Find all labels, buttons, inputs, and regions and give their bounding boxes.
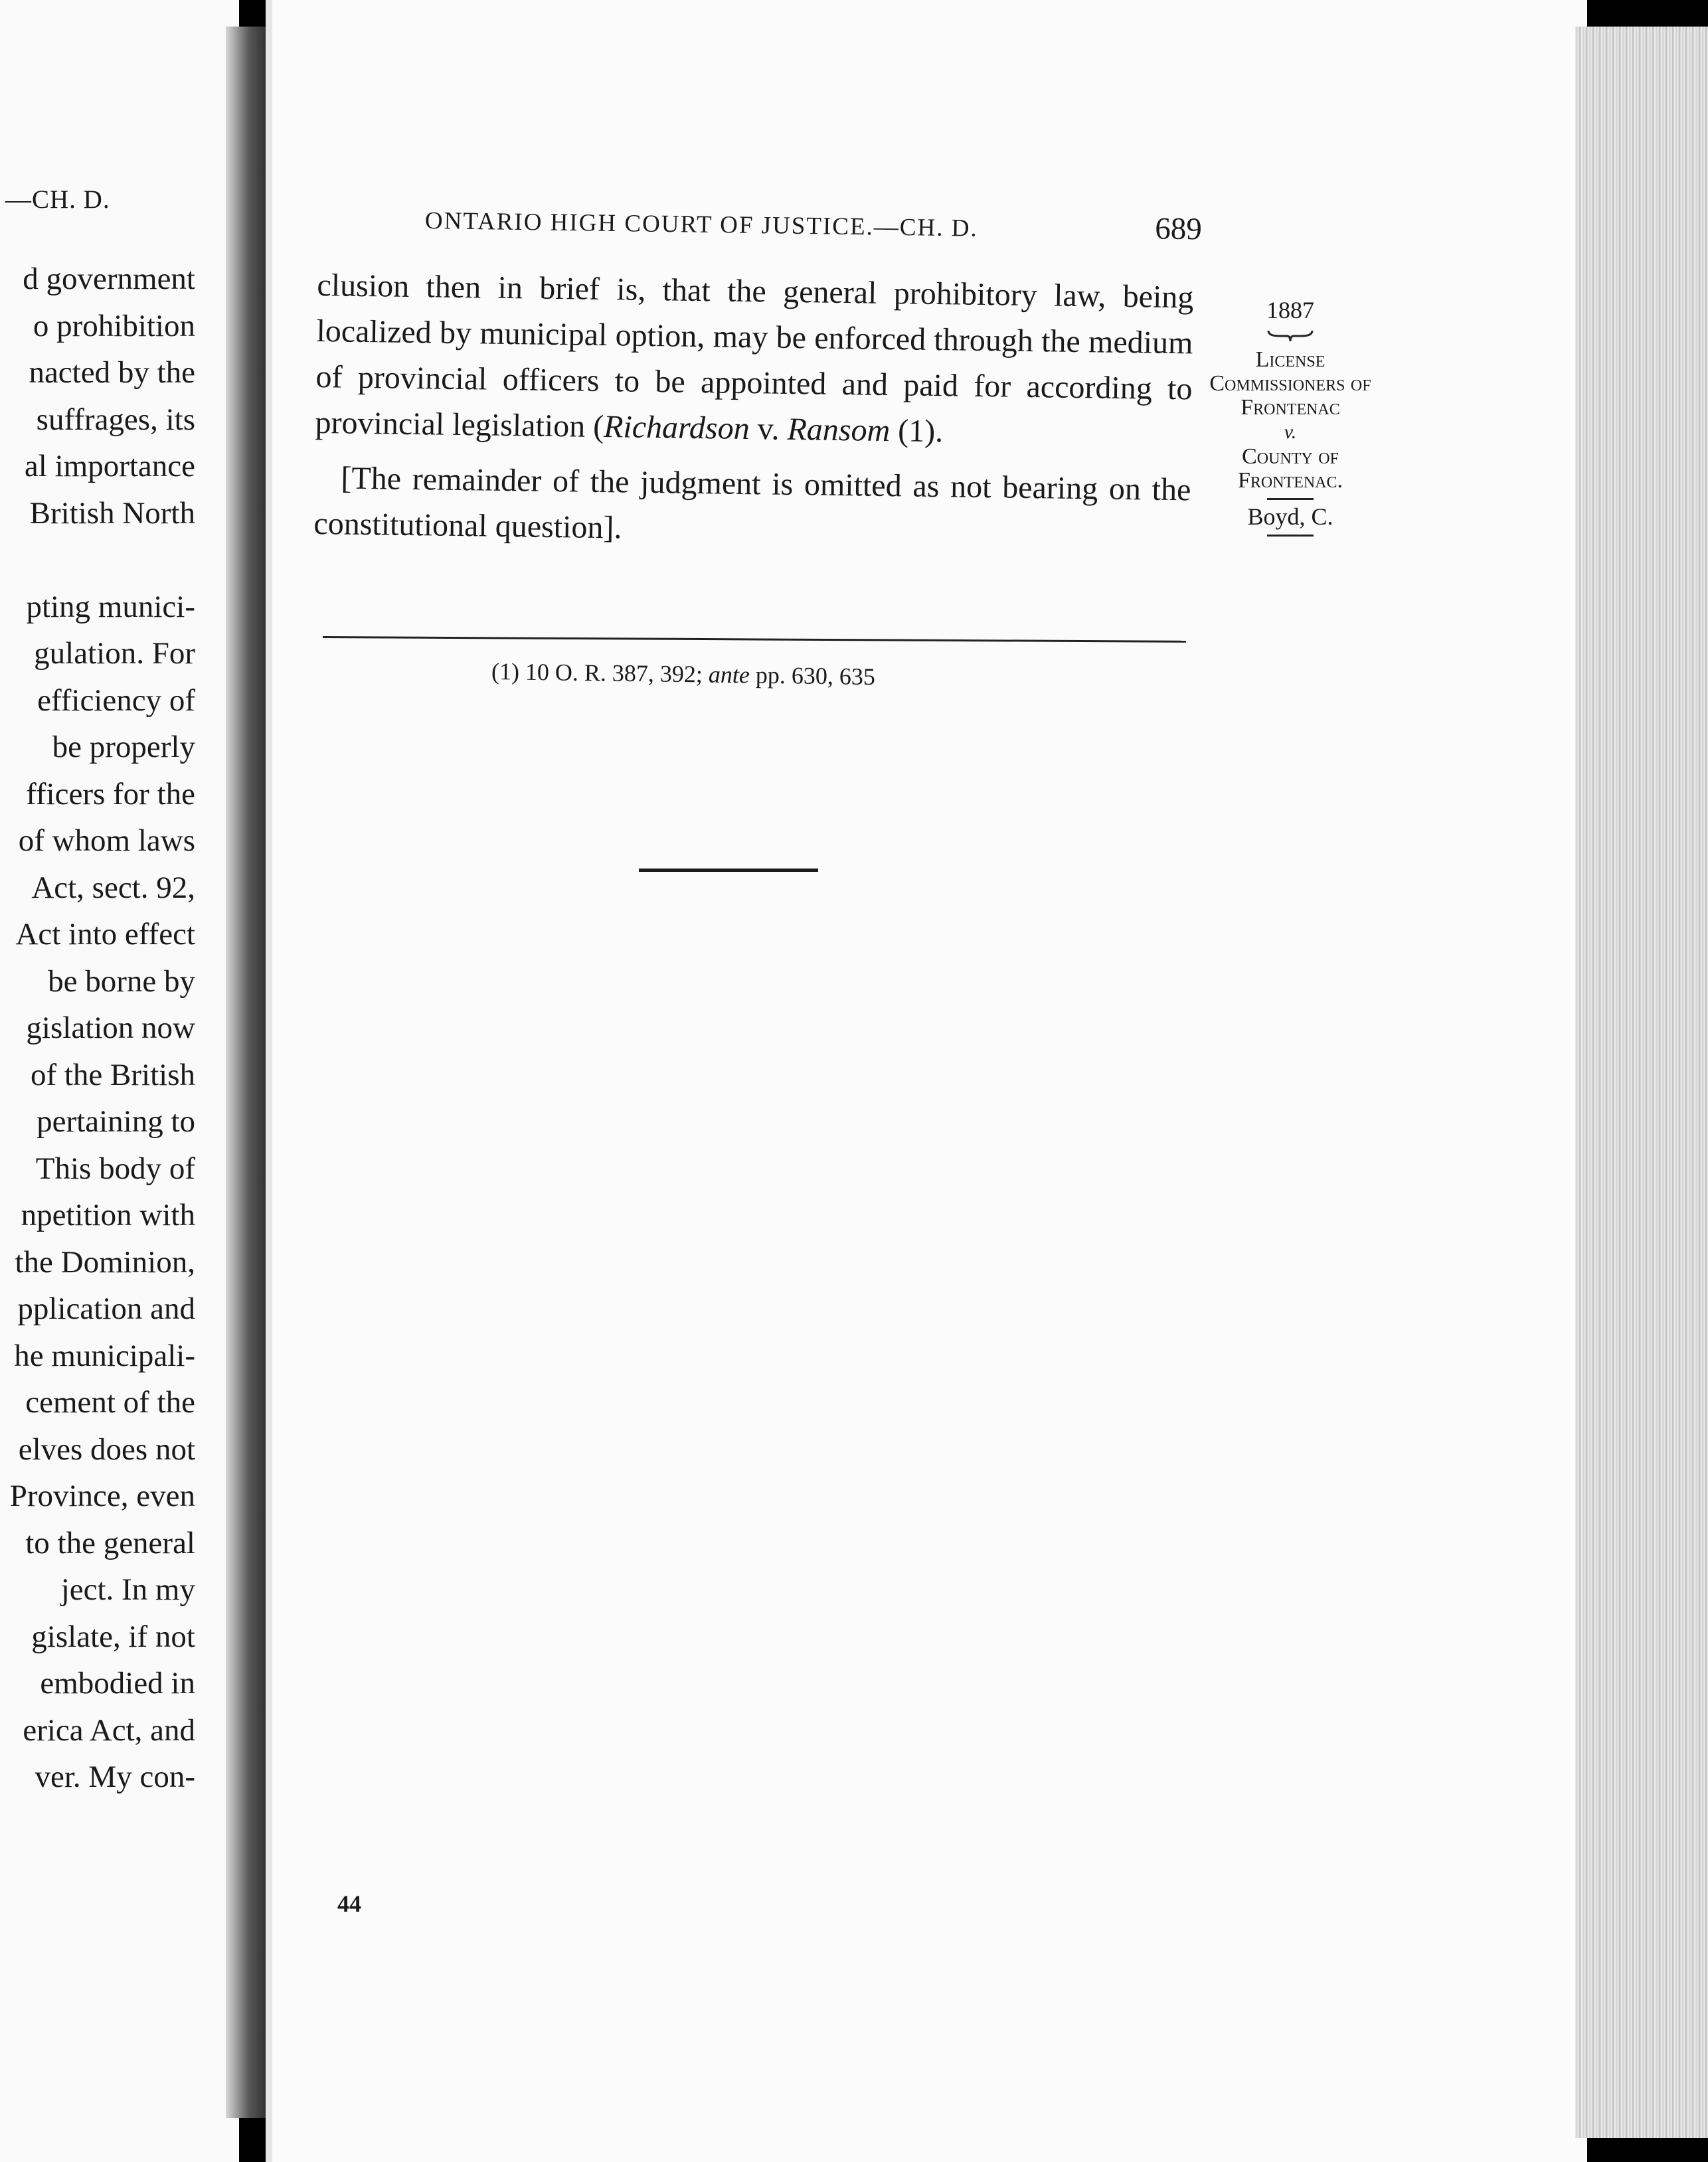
left-page-line: cement of the <box>25 1385 195 1420</box>
footnote <box>491 657 876 691</box>
footnote-italic: ante <box>708 661 750 689</box>
margin-notes <box>1201 297 1380 537</box>
left-page-line: erica Act, and <box>23 1712 195 1748</box>
left-page-line: npetition with <box>21 1198 195 1232</box>
judge-name: Boyd, C. <box>1247 503 1333 530</box>
signature-mark: 44 <box>337 1890 361 1917</box>
case-name-italic: Richardson <box>603 409 750 447</box>
left-page-line: ver. My con- <box>35 1760 195 1794</box>
left-page-line: nacted by the <box>29 355 195 390</box>
left-page-line: be properly <box>52 730 195 764</box>
left-page-header: —CH. D. <box>5 185 110 214</box>
left-page-line: embodied in <box>40 1666 195 1701</box>
closing-rule <box>639 869 818 872</box>
left-page-line: fficers for the <box>26 776 195 811</box>
book-page-edges <box>1575 27 1708 2138</box>
judgment-paragraph <box>315 262 1194 457</box>
left-page-line: Act into effect <box>15 917 195 952</box>
margin-rule <box>1267 535 1314 537</box>
left-page-line <box>0 537 195 584</box>
left-page-line: gislation now <box>26 1011 195 1045</box>
left-facing-page <box>0 0 239 2162</box>
left-page-line: pertaining to <box>37 1104 195 1139</box>
left-page-line: d government <box>23 262 195 296</box>
case-year: 1887 <box>1266 297 1314 323</box>
case-name-italic: Ransom <box>787 411 891 449</box>
paragraph-text: v. <box>749 411 788 447</box>
judgment-text <box>313 262 1194 558</box>
left-page-line: gislate, if not <box>31 1619 195 1654</box>
left-page-line: pplication and <box>17 1291 195 1326</box>
left-page-line: al importance <box>24 449 195 483</box>
left-page-line: This body of <box>35 1151 195 1186</box>
left-page-line: of whom laws <box>18 823 195 858</box>
left-page-line: Province, even <box>9 1479 195 1513</box>
running-title: ONTARIO HIGH COURT OF JUSTICE.—CH. D. <box>424 207 978 242</box>
footnote-pages: pp. 630, 635 <box>749 661 876 691</box>
left-page-line: be borne by <box>48 963 195 999</box>
left-page-line: gulation. For <box>34 636 195 671</box>
versus-label: v. <box>1284 421 1297 443</box>
left-page-text <box>0 256 195 1801</box>
left-page-line: efficiency of <box>37 683 195 718</box>
footnote-reference: (1) 10 O. R. 387, 392; <box>491 658 709 688</box>
omission-note: [The remainder of the judgment is omitted as not bearing on the constitutional question]. <box>313 460 1191 546</box>
page-number: 689 <box>1155 211 1203 247</box>
case-party-defendant: County of Frontenac. <box>1237 444 1343 493</box>
left-page-line: Act, sect. 92, <box>31 870 195 905</box>
left-page-line: pting munici- <box>26 589 195 624</box>
brace-icon <box>1267 328 1314 343</box>
paragraph-text: (1). <box>889 413 944 450</box>
left-page-line: the Dominion, <box>15 1244 195 1280</box>
left-page-line: elves does not <box>18 1432 195 1467</box>
left-page-line: he municipali- <box>14 1338 195 1373</box>
left-page-line: ject. In my <box>60 1572 195 1607</box>
left-page-line: o prohibition <box>33 308 195 343</box>
margin-rule <box>1267 498 1314 500</box>
left-page-line: British North <box>29 495 195 531</box>
left-page-line: to the general <box>25 1525 195 1560</box>
case-party-plaintiff: License Commissioners of Frontenac <box>1209 347 1371 420</box>
left-page-line: of the British <box>30 1057 195 1092</box>
paragraph-text: clusion then in brief is, that the general prohibitory law, being localized by municipal option, may be enforced through the medium of provincial officers to be appointed and paid for according to provincial legislation ( <box>315 267 1194 445</box>
left-page-line: suffrages, its <box>36 402 195 437</box>
